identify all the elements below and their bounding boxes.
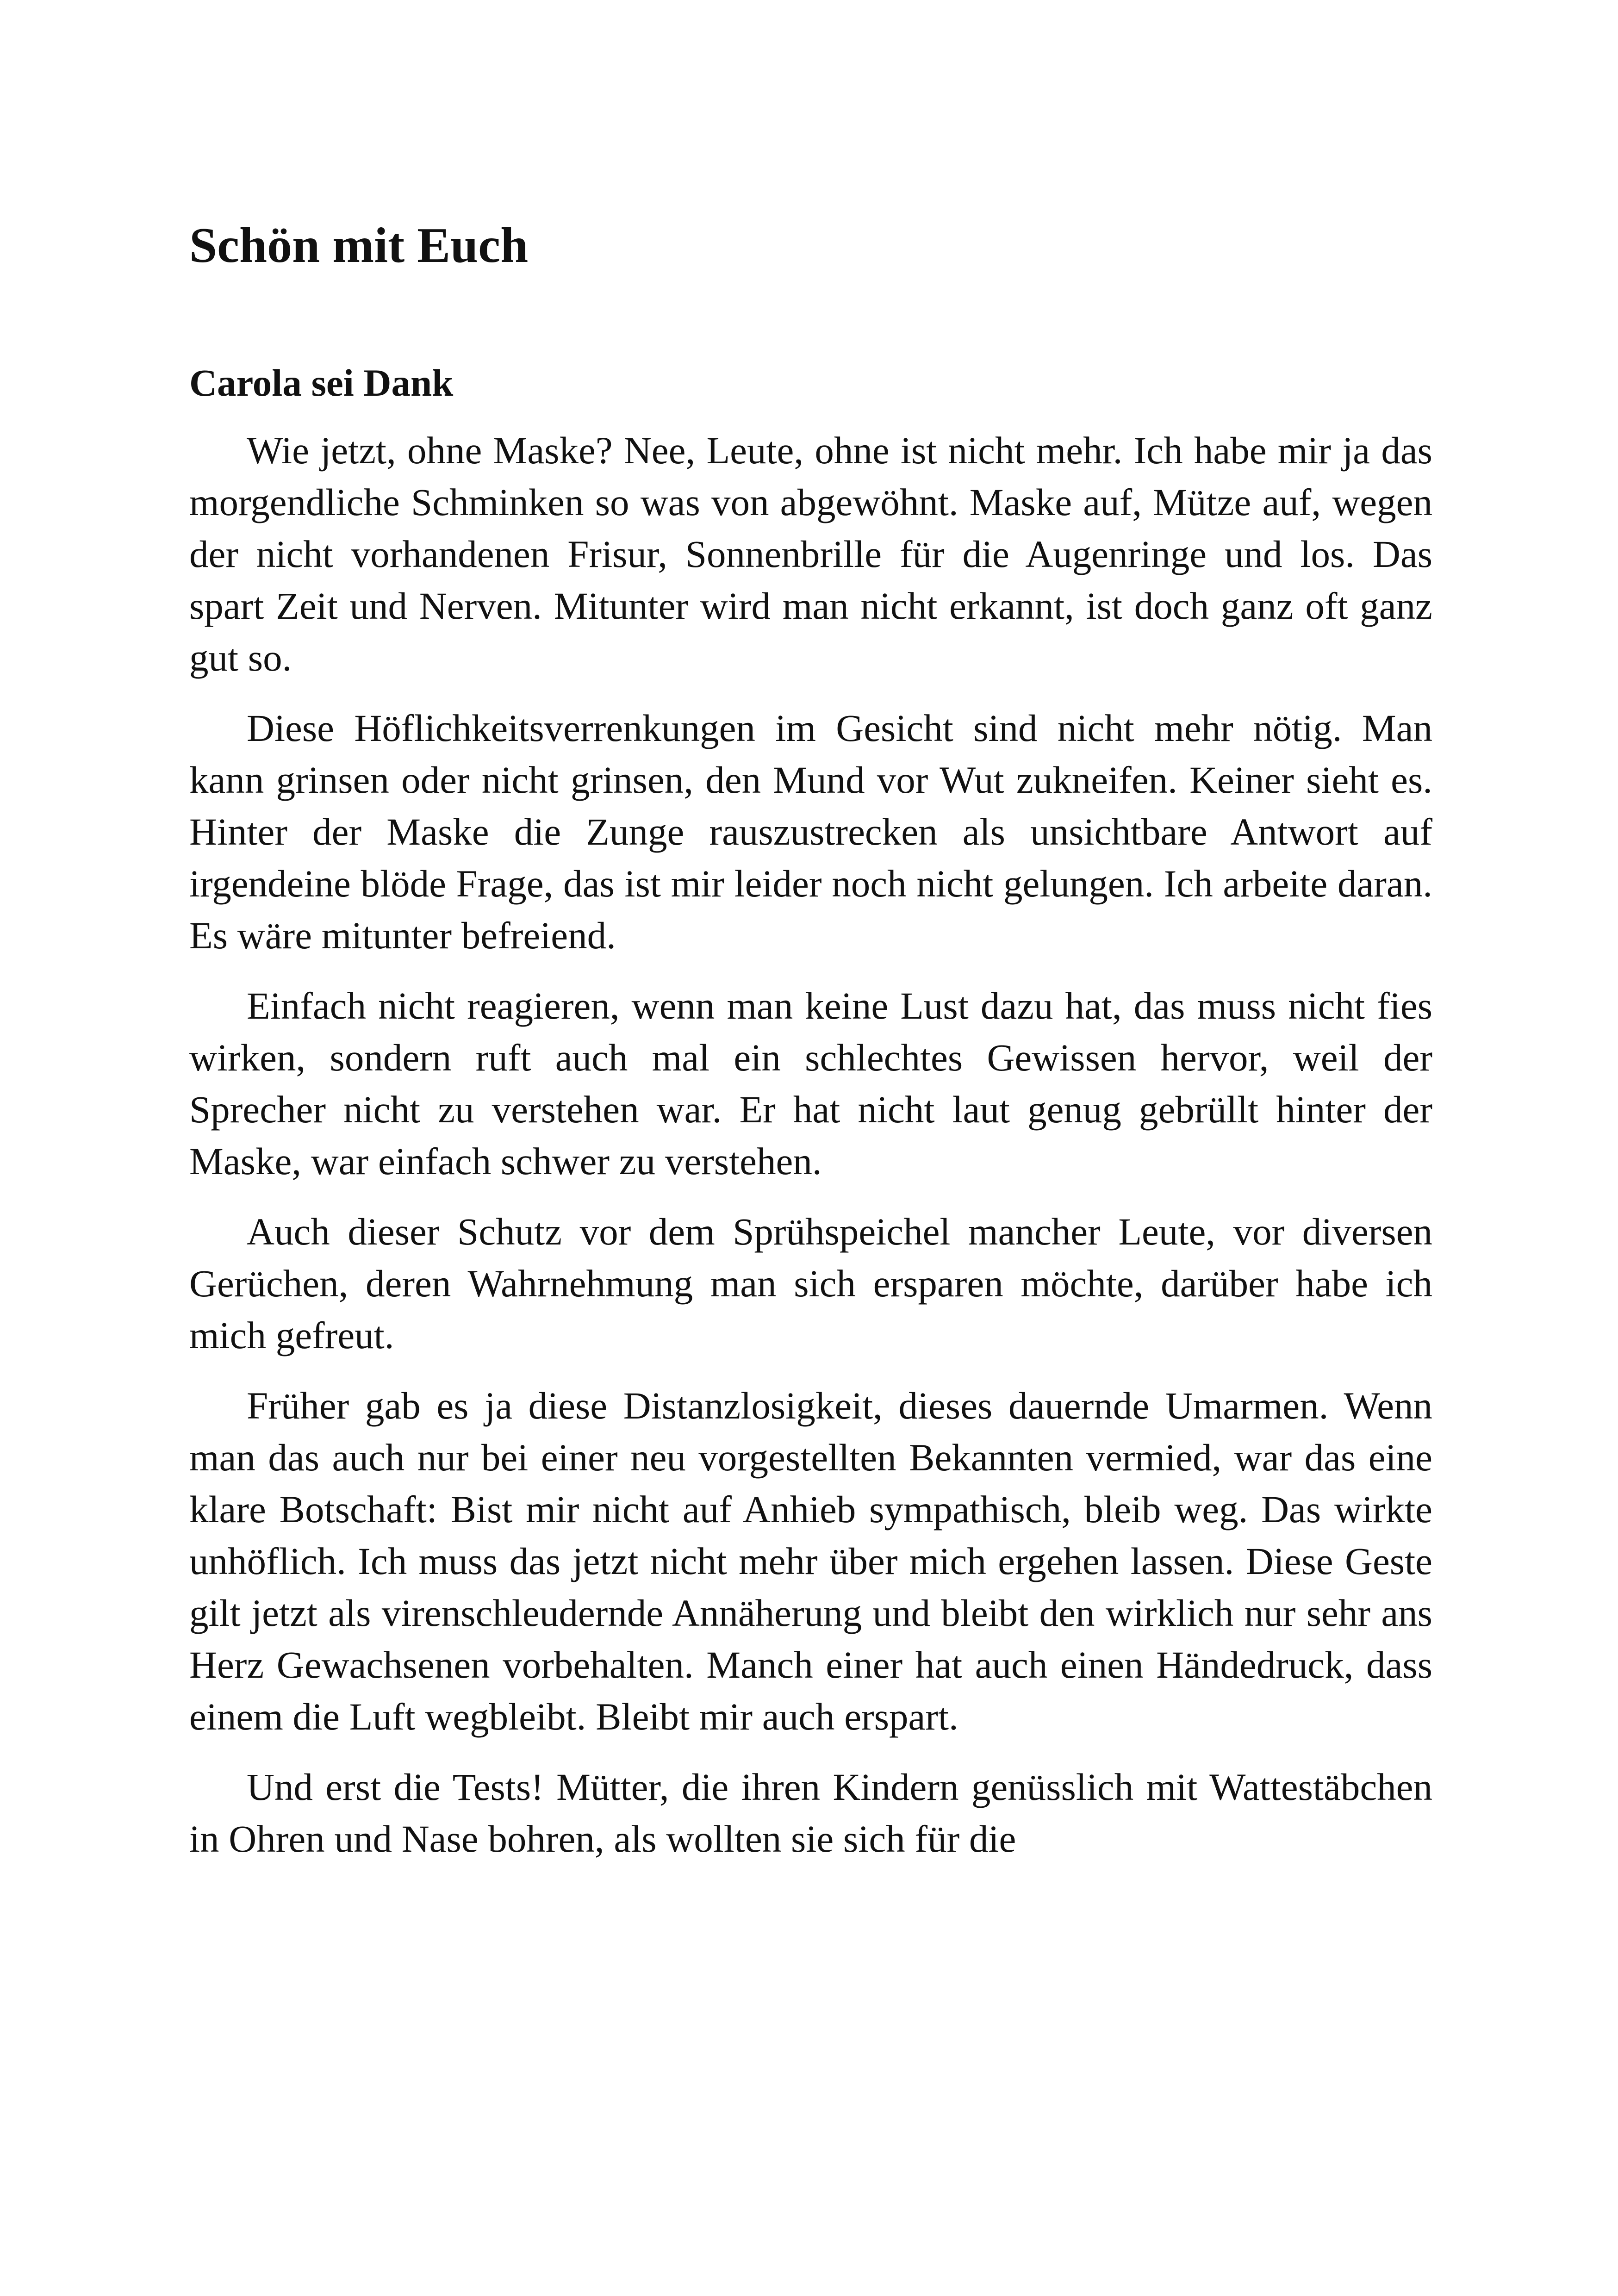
paragraph: Wie jetzt, ohne Maske? Nee, Leute, ohne ist nicht mehr. Ich habe mir ja das morgendliche Schminken so was von abgewöhnt. Maske auf, Mütze auf, wegen der nicht vorhandenen Frisur, Sonnenbrille für die Augenringe und los. Das spart Zeit und Nerven. Mitunter wird man nicht erkannt, ist doch ganz oft ganz gut so. <box>189 429 1432 679</box>
chapter-title: Schön mit Euch <box>189 218 529 273</box>
paragraph: Früher gab es ja diese Distanzlosigkeit, dieses dauernde Umarmen. Wenn man das auch nur bei einer neu vorgestellten Bekannten vermied, war das eine klare Botschaft: Bist mir nicht auf Anhieb sympathisch, bleib weg. Das wirkte unhöflich. Ich muss das jetzt nicht mehr über mich ergehen lassen. Diese Geste gilt jetzt als virenschleudernde Annäherung und bleibt den wirklich nur sehr ans Herz Gewachsenen vorbehalten. Manch einer hat auch einen Händedruck, dass einem die Luft wegbleibt. Bleibt mir auch erspart. <box>189 1384 1432 1738</box>
book-page <box>189 216 1432 1883</box>
paragraph: Auch dieser Schutz vor dem Sprühspeichel mancher Leute, vor diversen Gerüchen, deren Wahrnehmung man sich ersparen möchte, darüber habe ich mich gefreut. <box>189 1210 1432 1357</box>
paragraph: Diese Höflichkeitsverrenkungen im Gesicht sind nicht mehr nötig. Man kann grinsen oder nicht grinsen, den Mund vor Wut zukneifen. Keiner sieht es. Hinter der Maske die Zunge rauszustrecken als unsichtbare Antwort auf irgendeine blöde Frage, das ist mir leider noch nicht gelungen. Ich arbeite daran. Es wäre mitunter befreiend. <box>189 707 1432 957</box>
body-text <box>189 424 1432 1865</box>
section-title: Carola sei Dank <box>189 361 454 404</box>
paragraph: Einfach nicht reagieren, wenn man keine Lust dazu hat, das muss nicht fies wirken, sondern ruft auch mal ein schlechtes Gewissen hervor, weil der Sprecher nicht zu verstehen war. Er hat nicht laut genug gebrüllt hinter der Maske, war einfach schwer zu verstehen. <box>189 984 1432 1183</box>
paragraph: Und erst die Tests! Mütter, die ihren Kindern genüsslich mit Wattestäbchen in Ohren und Nase bohren, als wollten sie sich für die <box>189 1766 1432 1860</box>
